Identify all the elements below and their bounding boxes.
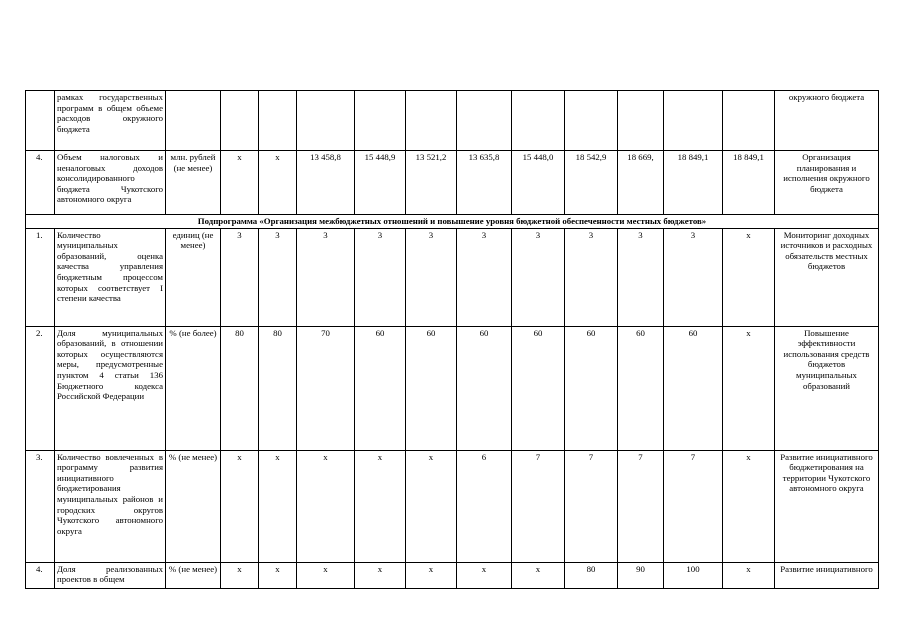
value-cell: 3 <box>406 228 457 326</box>
value-cell: 18 542,9 <box>565 151 618 215</box>
value-cell: 60 <box>457 326 512 450</box>
value-cell: 60 <box>618 326 664 450</box>
indicator-name: рамках государственных программ в общем объеме расходов окружного бюджета <box>55 91 166 151</box>
value-cell: 7 <box>618 450 664 562</box>
value-cell: х <box>723 326 775 450</box>
value-cell: х <box>512 562 565 588</box>
responsibility-cell: Повышение эффективности использования средств бюджетов муниципальных образований <box>775 326 879 450</box>
value-cell <box>723 91 775 151</box>
value-cell: 60 <box>512 326 565 450</box>
value-cell: 90 <box>618 562 664 588</box>
value-cell: 60 <box>355 326 406 450</box>
value-cell: х <box>406 562 457 588</box>
value-cell: 3 <box>664 228 723 326</box>
unit-cell: % (не более) <box>166 326 221 450</box>
value-cell: х <box>221 562 259 588</box>
value-cell: х <box>259 562 297 588</box>
value-cell: 3 <box>355 228 406 326</box>
value-cell: 13 635,8 <box>457 151 512 215</box>
value-cell: 60 <box>664 326 723 450</box>
row-number <box>26 91 55 151</box>
value-cell: 3 <box>297 228 355 326</box>
value-cell: х <box>406 450 457 562</box>
value-cell: 13 458,8 <box>297 151 355 215</box>
row-number: 2. <box>26 326 55 450</box>
value-cell: 15 448,9 <box>355 151 406 215</box>
value-cell <box>457 91 512 151</box>
value-cell: 80 <box>221 326 259 450</box>
value-cell: 7 <box>664 450 723 562</box>
value-cell: 6 <box>457 450 512 562</box>
row-number: 4. <box>26 562 55 588</box>
value-cell: 3 <box>221 228 259 326</box>
indicator-name: Доля реализованных проектов в общем <box>55 562 166 588</box>
value-cell: 60 <box>406 326 457 450</box>
value-cell: 7 <box>512 450 565 562</box>
responsibility-cell: Развитие инициативного <box>775 562 879 588</box>
value-cell: 18 849,1 <box>723 151 775 215</box>
value-cell: х <box>355 450 406 562</box>
indicator-name: Объем налоговых и неналоговых доходов консолидированного бюджета Чукотского автономного округа <box>55 151 166 215</box>
value-cell: х <box>723 228 775 326</box>
value-cell: 18 669, <box>618 151 664 215</box>
table-row <box>26 450 879 562</box>
value-cell: х <box>723 450 775 562</box>
indicator-name: Количество вовлеченных в программу развития инициативного бюджетирования муниципальных районов и городских округов Чукотского автономного округа <box>55 450 166 562</box>
row-number: 3. <box>26 450 55 562</box>
unit-cell: млн. рублей (не менее) <box>166 151 221 215</box>
unit-cell: % (не менее) <box>166 450 221 562</box>
responsibility-cell: окружного бюджета <box>775 91 879 151</box>
value-cell: х <box>221 450 259 562</box>
table-row <box>26 326 879 450</box>
value-cell: х <box>221 151 259 215</box>
table-row <box>26 91 879 151</box>
unit-cell: % (не менее) <box>166 562 221 588</box>
value-cell <box>355 91 406 151</box>
value-cell: 70 <box>297 326 355 450</box>
value-cell: х <box>259 450 297 562</box>
value-cell: х <box>297 450 355 562</box>
value-cell <box>259 91 297 151</box>
value-cell <box>512 91 565 151</box>
table-body <box>26 91 879 589</box>
value-cell: 18 849,1 <box>664 151 723 215</box>
value-cell <box>664 91 723 151</box>
value-cell: 80 <box>565 562 618 588</box>
subprogram-title: Подпрограмма «Организация межбюджетных отношений и повышение уровня бюджетной обеспеченности местных бюджетов» <box>26 215 879 229</box>
value-cell: х <box>457 562 512 588</box>
unit-cell <box>166 91 221 151</box>
subprogram-header-row <box>26 215 879 229</box>
row-number: 1. <box>26 228 55 326</box>
value-cell <box>297 91 355 151</box>
value-cell: 60 <box>565 326 618 450</box>
value-cell: 3 <box>618 228 664 326</box>
value-cell: 3 <box>259 228 297 326</box>
value-cell: х <box>259 151 297 215</box>
value-cell: 3 <box>512 228 565 326</box>
value-cell: х <box>355 562 406 588</box>
value-cell: 15 448,0 <box>512 151 565 215</box>
value-cell: 3 <box>457 228 512 326</box>
table-row <box>26 562 879 588</box>
value-cell <box>618 91 664 151</box>
unit-cell: единиц (не менее) <box>166 228 221 326</box>
indicator-name: Доля муниципальных образований, в отношении которых осуществляются меры, предусмотренные пунктом 4 статьи 136 Бюджетного кодекса Российской Федерации <box>55 326 166 450</box>
value-cell <box>565 91 618 151</box>
value-cell: 100 <box>664 562 723 588</box>
value-cell: 13 521,2 <box>406 151 457 215</box>
value-cell <box>221 91 259 151</box>
value-cell: 3 <box>565 228 618 326</box>
responsibility-cell: Организация планирования и исполнения окружного бюджета <box>775 151 879 215</box>
value-cell: 80 <box>259 326 297 450</box>
value-cell: х <box>723 562 775 588</box>
responsibility-cell: Развитие инициативного бюджетирования на территории Чукотского автономного округа <box>775 450 879 562</box>
responsibility-cell: Мониторинг доходных источников и расходных обязательств местных бюджетов <box>775 228 879 326</box>
value-cell: 7 <box>565 450 618 562</box>
table-row <box>26 228 879 326</box>
value-cell <box>406 91 457 151</box>
indicator-name: Количество муниципальных образований, оценка качества управления бюджетным процессом которых соответствует I степени качества <box>55 228 166 326</box>
table-row <box>26 151 879 215</box>
value-cell: х <box>297 562 355 588</box>
indicators-table <box>25 90 879 589</box>
row-number: 4. <box>26 151 55 215</box>
